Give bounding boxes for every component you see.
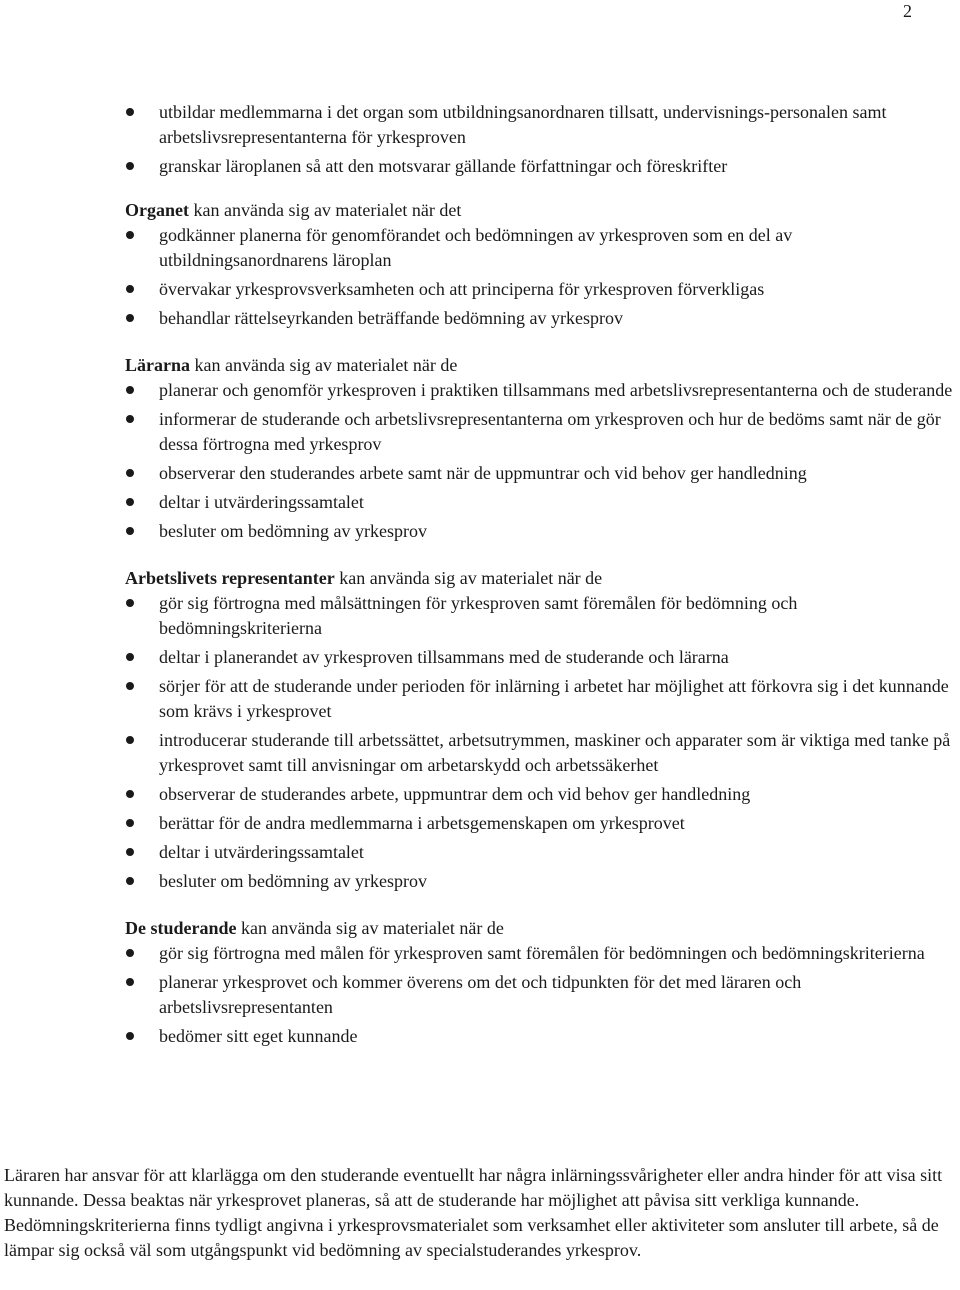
list-item: planerar yrkesprovet och kommer överens om det och tidpunkten för det med läraren och arbetslivsrepresentanten [125, 970, 960, 1020]
section-list-de-studerande [125, 941, 960, 1049]
list-item: gör sig förtrogna med målen för yrkesproven samt föremålen för bedömningen och bedömningskriterierna [125, 941, 960, 966]
list-item: deltar i planerandet av yrkesproven tillsammans med de studerande och lärarna [125, 645, 960, 670]
list-item: deltar i utvärderingssamtalet [125, 840, 960, 865]
section-heading-text: kan använda sig av materialet när de [190, 355, 458, 375]
section-list-arbetslivets-representanter [125, 591, 960, 894]
list-item: besluter om bedömning av yrkesprov [125, 519, 960, 544]
section-heading-bold: Arbetslivets representanter [125, 568, 335, 588]
list-item: observerar den studerandes arbete samt när de uppmuntrar och vid behov ger handledning [125, 461, 960, 486]
section-heading-text: kan använda sig av materialet när de [236, 918, 504, 938]
list-item: deltar i utvärderingssamtalet [125, 490, 960, 515]
page-number: 2 [903, 1, 912, 21]
closing-paragraph: Läraren har ansvar för att klarlägga om den studerande eventuellt har några inlärningssvårigheter eller andra hinder för att visa sitt kunnande. Dessa beaktas när yrkesprovet planeras, så att de studerande har möjlighet att påvisa sitt verkliga kunnande. Bedömningskriterierna finns tydligt angivna i yrkesprovsmaterialet som verksamhet eller aktiviteter som ansluter till arbete, så de lämpar sig också väl som utgångspunkt vid bedömning av specialstuderandes yrkesprov. [4, 1165, 943, 1260]
list-item: behandlar rättelseyrkanden beträffande bedömning av yrkesprov [125, 306, 960, 331]
section-heading-organet [125, 198, 960, 223]
list-item: övervakar yrkesprovsverksamheten och att principerna för yrkesproven förverkligas [125, 277, 960, 302]
section-heading-lararna [125, 353, 960, 378]
intro-list [125, 100, 960, 179]
list-item: sörjer för att de studerande under perioden för inlärning i arbetet har möjlighet att förkovra sig i det kunnande som krävs i yrkesprovet [125, 674, 960, 724]
list-item: godkänner planerna för genomförandet och bedömningen av yrkesproven som en del av utbildningsanordnarens läroplan [125, 223, 960, 273]
section-heading-bold: Organet [125, 200, 189, 220]
list-item: besluter om bedömning av yrkesprov [125, 869, 960, 894]
list-item: informerar de studerande och arbetslivsrepresentanterna om yrkesproven och hur de bedöms samt när de gör dessa förtrogna med yrkesprov [125, 407, 960, 457]
section-list-lararna [125, 378, 960, 544]
section-heading-text: kan använda sig av materialet när de [334, 568, 603, 588]
document-body [125, 100, 960, 1053]
section-heading-bold: De studerande [125, 918, 237, 938]
list-item: granskar läroplanen så att den motsvarar gällande författningar och föreskrifter [125, 154, 960, 179]
section-heading-arbetslivets-representanter [125, 566, 960, 591]
list-item: gör sig förtrogna med målsättningen för yrkesproven samt föremålen för bedömning och bedömningskriterierna [125, 591, 960, 641]
list-item: observerar de studerandes arbete, uppmuntrar dem och vid behov ger handledning [125, 782, 960, 807]
list-item: introducerar studerande till arbetssättet, arbetsutrymmen, maskiner och apparater som är viktiga med tanke på yrkesprovet samt till anvisningar om arbetarskydd och arbetssäkerhet [125, 728, 960, 778]
section-heading-bold: Lärarna [125, 355, 190, 375]
section-heading-de-studerande [125, 916, 960, 941]
list-item: bedömer sitt eget kunnande [125, 1024, 960, 1049]
list-item: utbildar medlemmarna i det organ som utbildningsanordnaren tillsatt, undervisnings-personalen samt arbetslivsrepresentanterna för yrkesproven [125, 100, 960, 150]
list-item: berättar för de andra medlemmarna i arbetsgemenskapen om yrkesprovet [125, 811, 960, 836]
section-list-organet [125, 223, 960, 331]
section-heading-text: kan använda sig av materialet när det [188, 200, 462, 220]
list-item: planerar och genomför yrkesproven i praktiken tillsammans med arbetslivsrepresentanterna och de studerande [125, 378, 960, 403]
